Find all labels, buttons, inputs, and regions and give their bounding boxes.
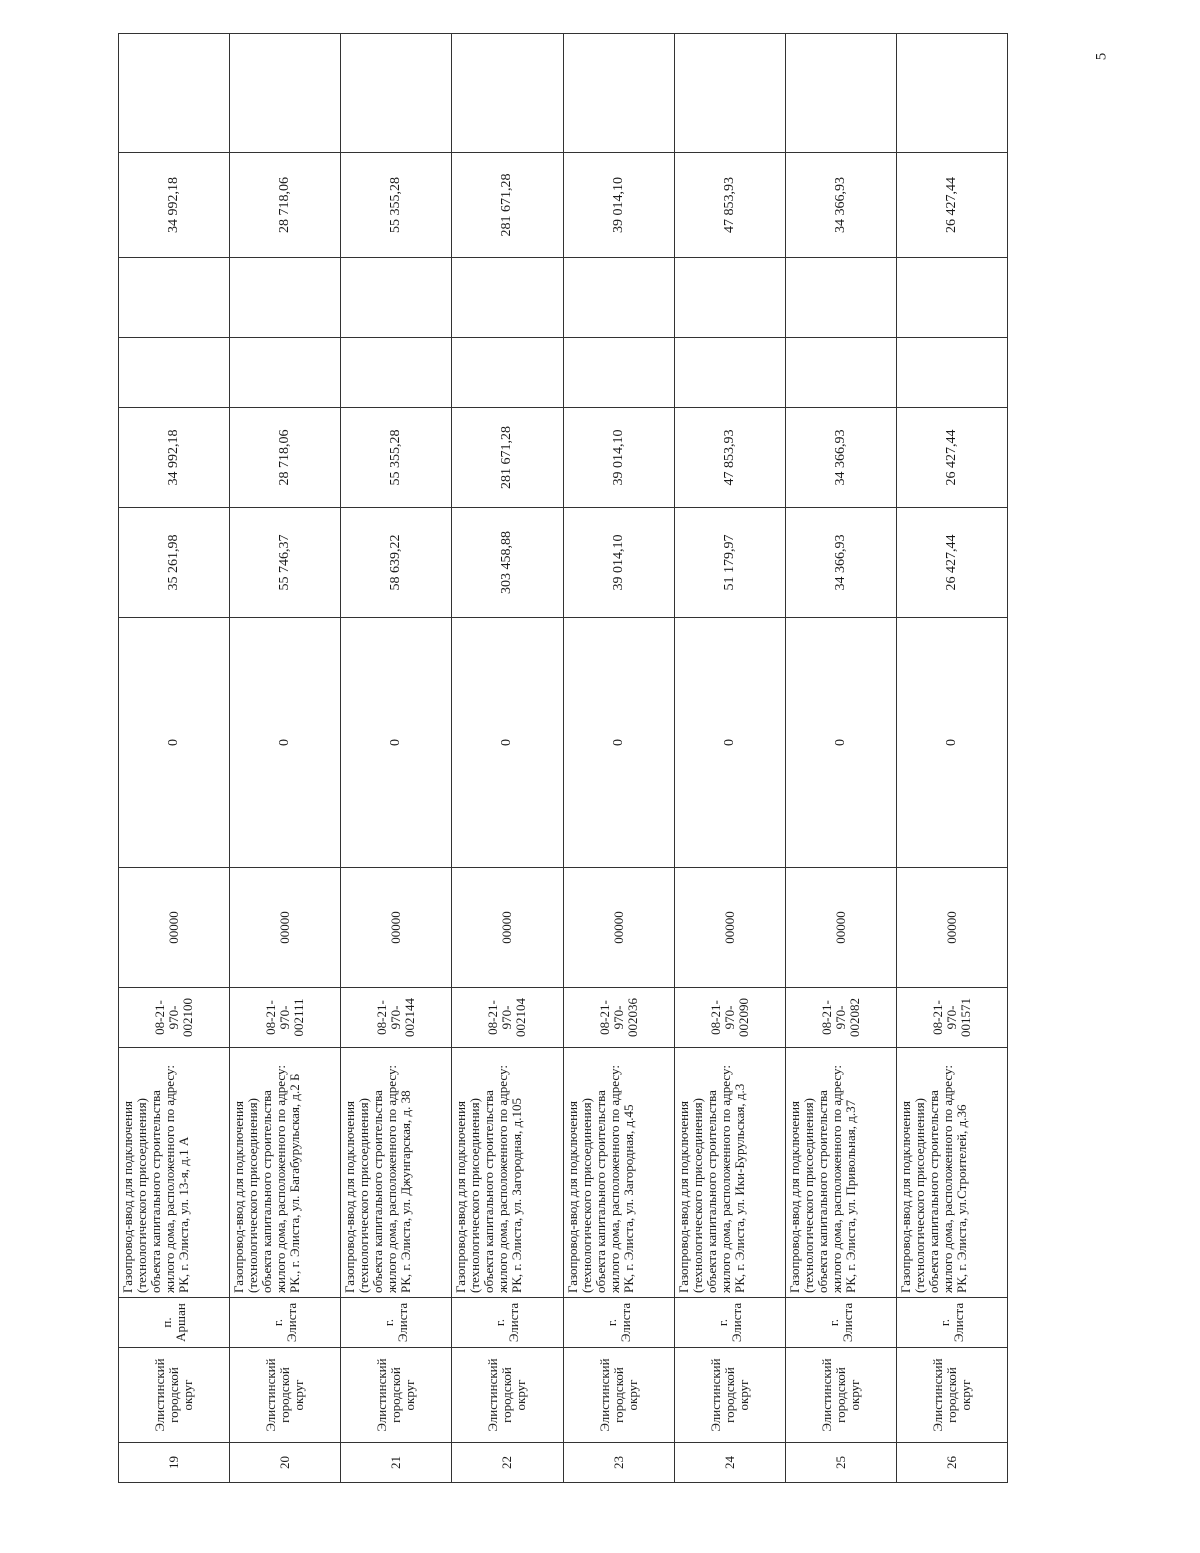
- table-row: [230, 34, 341, 1483]
- row-number-cell: 23: [563, 1443, 674, 1483]
- value-3-cell: [563, 338, 674, 408]
- zeros-code-cell: 00000: [674, 868, 785, 988]
- value-1-cell: 51 179,97: [674, 508, 785, 618]
- row-number-cell: 25: [785, 1443, 896, 1483]
- settlement-cell: г. Элиста: [896, 1298, 1007, 1348]
- table-row: [674, 34, 785, 1483]
- table-row: [563, 34, 674, 1483]
- district-cell: Элистинский городской округ: [341, 1348, 452, 1443]
- table-row: [896, 34, 1007, 1483]
- row-number-cell: 19: [119, 1443, 230, 1483]
- row-number-cell: 24: [674, 1443, 785, 1483]
- value-4-cell: [896, 258, 1007, 338]
- value-1-cell: 35 261,98: [119, 508, 230, 618]
- value-3-cell: [785, 338, 896, 408]
- district-cell: Элистинский городской округ: [230, 1348, 341, 1443]
- value-5-cell: 47 853,93: [674, 153, 785, 258]
- value-5-cell: 28 718,06: [230, 153, 341, 258]
- value-4-cell: [452, 258, 563, 338]
- description-cell: Газопровод-ввод для подключения (технологического присоединения) объекта капитального строительства жилого дома, расположенного по адресу: РК., г. Элиста, ул. Багабурульская, д.2 Б: [230, 1048, 341, 1298]
- value-6-cell: [563, 34, 674, 153]
- value-0-cell: 0: [563, 618, 674, 868]
- description-cell: Газопровод-ввод для подключения (технологического присоединения) объекта капитального строительства жилого дома, расположенного по адресу: РК, г. Элиста, ул. Ики-Бурульская, д.3: [674, 1048, 785, 1298]
- code-cell: 08-21-970-001571: [896, 988, 1007, 1048]
- value-3-cell: [896, 338, 1007, 408]
- value-2-cell: 39 014,10: [563, 408, 674, 508]
- value-6-cell: [341, 34, 452, 153]
- value-0-cell: 0: [341, 618, 452, 868]
- value-6-cell: [119, 34, 230, 153]
- value-1-cell: 34 366,93: [785, 508, 896, 618]
- value-1-cell: 39 014,10: [563, 508, 674, 618]
- description-cell: Газопровод-ввод для подключения (технологического присоединения) объекта капитального строительства жилого дома, расположенного по адресу: РК, г. Элиста, ул. Джунгарская, д. 38: [341, 1048, 452, 1298]
- settlement-cell: г. Элиста: [785, 1298, 896, 1348]
- value-1-cell: 26 427,44: [896, 508, 1007, 618]
- value-0-cell: 0: [452, 618, 563, 868]
- value-0-cell: 0: [785, 618, 896, 868]
- rotated-table-wrapper: [118, 34, 1008, 1483]
- description-cell: Газопровод-ввод для подключения (технологического присоединения) объекта капитального строительства жилого дома, расположенного по адресу: РК, г. Элиста, ул.Строителей, д.36: [896, 1048, 1007, 1298]
- value-1-cell: 55 746,37: [230, 508, 341, 618]
- value-5-cell: 281 671,28: [452, 153, 563, 258]
- zeros-code-cell: 00000: [452, 868, 563, 988]
- value-2-cell: 55 355,28: [341, 408, 452, 508]
- zeros-code-cell: 00000: [785, 868, 896, 988]
- description-cell: Газопровод-ввод для подключения (технологического присоединения) объекта капитального строительства жилого дома, расположенного по адресу: РК, г. Элиста, ул. 13-я, д.1 А: [119, 1048, 230, 1298]
- value-4-cell: [563, 258, 674, 338]
- zeros-code-cell: 00000: [896, 868, 1007, 988]
- settlement-cell: г. Элиста: [341, 1298, 452, 1348]
- value-3-cell: [230, 338, 341, 408]
- table-row: [119, 34, 230, 1483]
- code-cell: 08-21-970-002144: [341, 988, 452, 1048]
- description-cell: Газопровод-ввод для подключения (технологического присоединения) объекта капитального строительства жилого дома, расположенного по адресу: РК, г. Элиста, ул. Загородная, д.45: [563, 1048, 674, 1298]
- value-4-cell: [230, 258, 341, 338]
- value-3-cell: [341, 338, 452, 408]
- table-row: [452, 34, 563, 1483]
- value-0-cell: 0: [230, 618, 341, 868]
- settlement-cell: г. Элиста: [674, 1298, 785, 1348]
- code-cell: 08-21-970-002036: [563, 988, 674, 1048]
- code-cell: 08-21-970-002111: [230, 988, 341, 1048]
- value-3-cell: [674, 338, 785, 408]
- value-6-cell: [230, 34, 341, 153]
- value-2-cell: 34 992,18: [119, 408, 230, 508]
- code-cell: 08-21-970-002082: [785, 988, 896, 1048]
- value-0-cell: 0: [674, 618, 785, 868]
- register-table: [118, 33, 1008, 1483]
- settlement-cell: г. Элиста: [563, 1298, 674, 1348]
- value-3-cell: [452, 338, 563, 408]
- page-number: 5: [1093, 52, 1110, 61]
- table-body: [119, 34, 1008, 1483]
- value-5-cell: 39 014,10: [563, 153, 674, 258]
- value-3-cell: [119, 338, 230, 408]
- value-5-cell: 55 355,28: [341, 153, 452, 258]
- table-row: [785, 34, 896, 1483]
- value-4-cell: [785, 258, 896, 338]
- district-cell: Элистинский городской округ: [896, 1348, 1007, 1443]
- value-6-cell: [785, 34, 896, 153]
- value-5-cell: 34 366,93: [785, 153, 896, 258]
- value-2-cell: 34 366,93: [785, 408, 896, 508]
- value-5-cell: 34 992,18: [119, 153, 230, 258]
- district-cell: Элистинский городской округ: [674, 1348, 785, 1443]
- row-number-cell: 26: [896, 1443, 1007, 1483]
- table-row: [341, 34, 452, 1483]
- description-cell: Газопровод-ввод для подключения (технологического присоединения) объекта капитального строительства жилого дома, расположенного по адресу: РК, г. Элиста, ул. Привольная, д.37: [785, 1048, 896, 1298]
- zeros-code-cell: 00000: [230, 868, 341, 988]
- zeros-code-cell: 00000: [119, 868, 230, 988]
- settlement-cell: г. Элиста: [230, 1298, 341, 1348]
- value-6-cell: [452, 34, 563, 153]
- value-2-cell: 26 427,44: [896, 408, 1007, 508]
- district-cell: Элистинский городской округ: [119, 1348, 230, 1443]
- value-6-cell: [896, 34, 1007, 153]
- value-1-cell: 303 458,88: [452, 508, 563, 618]
- description-cell: Газопровод-ввод для подключения (технологического присоединения) объекта капитального строительства жилого дома, расположенного по адресу: РК, г. Элиста, ул. Загородная, д.105: [452, 1048, 563, 1298]
- settlement-cell: г. Элиста: [452, 1298, 563, 1348]
- value-6-cell: [674, 34, 785, 153]
- value-2-cell: 281 671,28: [452, 408, 563, 508]
- value-2-cell: 28 718,06: [230, 408, 341, 508]
- value-4-cell: [341, 258, 452, 338]
- code-cell: 08-21-970-002104: [452, 988, 563, 1048]
- row-number-cell: 22: [452, 1443, 563, 1483]
- value-0-cell: 0: [119, 618, 230, 868]
- value-1-cell: 58 639,22: [341, 508, 452, 618]
- value-5-cell: 26 427,44: [896, 153, 1007, 258]
- zeros-code-cell: 00000: [341, 868, 452, 988]
- value-4-cell: [119, 258, 230, 338]
- row-number-cell: 20: [230, 1443, 341, 1483]
- value-0-cell: 0: [896, 618, 1007, 868]
- settlement-cell: п. Аршан: [119, 1298, 230, 1348]
- zeros-code-cell: 00000: [563, 868, 674, 988]
- code-cell: 08-21-970-002100: [119, 988, 230, 1048]
- district-cell: Элистинский городской округ: [785, 1348, 896, 1443]
- code-cell: 08-21-970-002090: [674, 988, 785, 1048]
- district-cell: Элистинский городской округ: [563, 1348, 674, 1443]
- value-4-cell: [674, 258, 785, 338]
- value-2-cell: 47 853,93: [674, 408, 785, 508]
- district-cell: Элистинский городской округ: [452, 1348, 563, 1443]
- row-number-cell: 21: [341, 1443, 452, 1483]
